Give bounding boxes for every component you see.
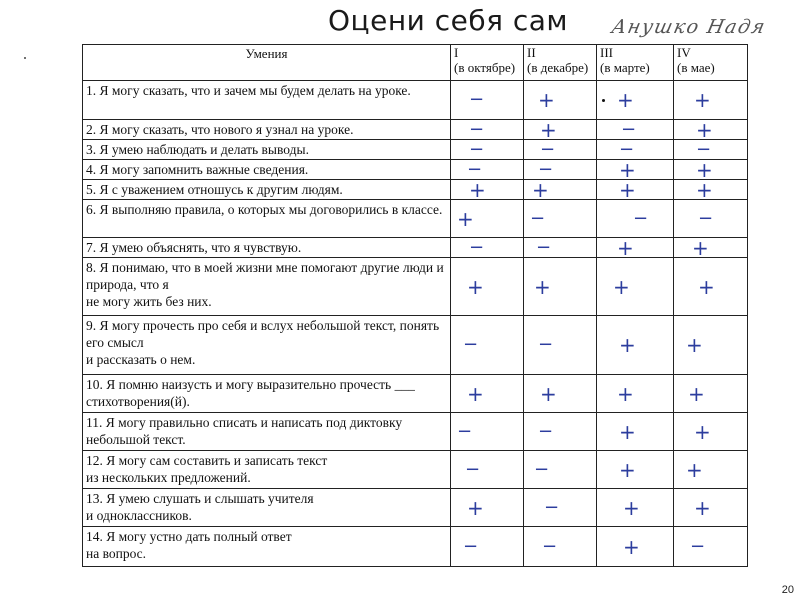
plus-mark: +	[617, 237, 634, 258]
table-row	[83, 316, 748, 375]
column-header-skills: Умения	[83, 45, 451, 81]
minus-mark: −	[698, 207, 714, 229]
minus-mark: −	[469, 89, 485, 110]
minus-mark: −	[538, 334, 554, 355]
mark-cell-period-2	[524, 413, 597, 451]
column-header-period-2: II (в декабре)	[524, 45, 597, 81]
plus-mark: +	[540, 119, 557, 140]
mark-cell-period-2	[524, 258, 597, 316]
minus-mark: −	[463, 334, 479, 355]
mark-cell-period-1	[451, 81, 524, 120]
skill-text: 4. Я могу запомнить важные сведения.	[83, 160, 451, 180]
stray-dot	[602, 99, 605, 102]
page-title: Оцени себя сам	[328, 4, 569, 37]
mark-cell-period-4	[674, 451, 748, 489]
mark-cell-period-1	[451, 527, 524, 567]
minus-mark: −	[465, 458, 481, 480]
table-row	[83, 81, 748, 120]
plus-mark: +	[619, 333, 636, 357]
minus-mark: −	[540, 139, 556, 160]
mark-cell-period-4	[674, 160, 748, 180]
mark-cell-period-1	[451, 258, 524, 316]
mark-cell-period-3	[597, 200, 674, 238]
table-row	[83, 451, 748, 489]
column-header-period-3: III (в марте)	[597, 45, 674, 81]
plus-mark: +	[619, 159, 636, 180]
mark-cell-period-1	[451, 160, 524, 180]
skill-text: 12. Я могу сам составить и записать текст из нескольких предложений.	[83, 451, 451, 489]
minus-mark: −	[696, 139, 712, 160]
plus-mark: +	[696, 179, 713, 200]
column-header-period-4: IV (в мае)	[674, 45, 748, 81]
mark-cell-period-2	[524, 375, 597, 413]
header-row	[83, 45, 748, 81]
skill-text: 7. Я умею объяснять, что я чувствую.	[83, 238, 451, 258]
plus-mark: +	[617, 88, 634, 112]
mark-cell-period-3	[597, 258, 674, 316]
skill-text: 5. Я с уважением отношусь к другим людям.	[83, 180, 451, 200]
minus-mark: −	[544, 496, 560, 518]
plus-mark: +	[696, 119, 713, 140]
minus-mark: −	[538, 420, 554, 442]
mark-cell-period-4	[674, 375, 748, 413]
minus-mark: −	[542, 535, 558, 557]
mark-cell-period-4	[674, 81, 748, 120]
plus-mark: +	[540, 381, 557, 406]
mark-cell-period-3	[597, 451, 674, 489]
skill-text: 3. Я умею наблюдать и делать выводы.	[83, 140, 451, 160]
skill-text: 10. Я помню наизусть и могу выразительно прочесть ___ стихотворения(й).	[83, 375, 451, 413]
mark-cell-period-2	[524, 200, 597, 238]
minus-mark: −	[457, 420, 473, 442]
mark-cell-period-3	[597, 413, 674, 451]
minus-mark: −	[690, 535, 706, 557]
mark-cell-period-4	[674, 258, 748, 316]
minus-mark: −	[530, 207, 546, 229]
plus-mark: +	[694, 88, 711, 112]
mark-cell-period-1	[451, 489, 524, 527]
plus-mark: +	[532, 179, 549, 200]
table-row	[83, 258, 748, 316]
mark-cell-period-1	[451, 200, 524, 238]
mark-cell-period-2	[524, 120, 597, 140]
minus-mark: −	[619, 139, 635, 160]
mark-cell-period-2	[524, 160, 597, 180]
table-row	[83, 200, 748, 238]
table-row	[83, 238, 748, 258]
table-row	[83, 375, 748, 413]
mark-cell-period-4	[674, 527, 748, 567]
plus-mark: +	[688, 381, 705, 406]
plus-mark: +	[686, 333, 703, 357]
mark-cell-period-3	[597, 375, 674, 413]
mark-cell-period-1	[451, 375, 524, 413]
minus-mark: −	[633, 207, 649, 229]
plus-mark: +	[467, 274, 484, 299]
mark-cell-period-4	[674, 316, 748, 375]
page-number: 20	[781, 584, 794, 596]
mark-cell-period-4	[674, 238, 748, 258]
mark-cell-period-4	[674, 120, 748, 140]
plus-mark: +	[698, 274, 715, 299]
table-row	[83, 413, 748, 451]
mark-cell-period-1	[451, 238, 524, 258]
mark-cell-period-4	[674, 413, 748, 451]
skill-text: 1. Я могу сказать, что и зачем мы будем делать на уроке.	[83, 81, 451, 120]
plus-mark: +	[623, 534, 640, 559]
plus-mark: +	[467, 381, 484, 406]
mark-cell-period-2	[524, 140, 597, 160]
skill-text: 11. Я могу правильно списать и написать под диктовку небольшой текст.	[83, 413, 451, 451]
minus-mark: −	[469, 119, 485, 140]
mark-cell-period-3	[597, 81, 674, 120]
mark-cell-period-1	[451, 140, 524, 160]
minus-mark: −	[534, 458, 550, 480]
mark-cell-period-2	[524, 451, 597, 489]
skill-text: 14. Я могу устно дать полный ответ на вопрос.	[83, 527, 451, 567]
mark-cell-period-4	[674, 180, 748, 200]
minus-mark: −	[467, 159, 483, 180]
table-row	[83, 527, 748, 567]
table-row	[83, 140, 748, 160]
mark-cell-period-3	[597, 316, 674, 375]
table-row	[83, 180, 748, 200]
minus-mark: −	[469, 139, 485, 160]
skill-text: 8. Я понимаю, что в моей жизни мне помогают другие люди и природа, что я не могу жить без них.	[83, 258, 451, 316]
mark-cell-period-2	[524, 316, 597, 375]
mark-cell-period-3	[597, 489, 674, 527]
mark-cell-period-3	[597, 140, 674, 160]
plus-mark: +	[694, 419, 711, 444]
mark-cell-period-3	[597, 527, 674, 567]
stray-mark	[24, 57, 26, 59]
plus-mark: +	[538, 88, 555, 112]
mark-cell-period-1	[451, 180, 524, 200]
mark-cell-period-1	[451, 451, 524, 489]
plus-mark: +	[694, 495, 711, 520]
minus-mark: −	[538, 159, 554, 180]
minus-mark: −	[536, 237, 552, 258]
self-assessment-table	[82, 44, 748, 567]
column-header-period-1: I (в октябре)	[451, 45, 524, 81]
plus-mark: +	[469, 179, 486, 200]
plus-mark: +	[686, 457, 703, 482]
plus-mark: +	[696, 159, 713, 180]
table-row	[83, 489, 748, 527]
student-signature: Анушко Надя	[609, 16, 769, 38]
table-row	[83, 160, 748, 180]
mark-cell-period-4	[674, 489, 748, 527]
mark-cell-period-1	[451, 413, 524, 451]
plus-mark: +	[613, 274, 630, 299]
skill-text: 2. Я могу сказать, что нового я узнал на уроке.	[83, 120, 451, 140]
table-row	[83, 120, 748, 140]
minus-mark: −	[469, 237, 485, 258]
plus-mark: +	[619, 419, 636, 444]
mark-cell-period-3	[597, 160, 674, 180]
plus-mark: +	[692, 237, 709, 258]
skill-text: 6. Я выполняю правила, о которых мы договорились в классе.	[83, 200, 451, 238]
mark-cell-period-1	[451, 316, 524, 375]
plus-mark: +	[457, 206, 474, 231]
plus-mark: +	[619, 457, 636, 482]
mark-cell-period-4	[674, 140, 748, 160]
minus-mark: −	[621, 119, 637, 140]
skill-text: 9. Я могу прочесть про себя и вслух небольшой текст, понять его смысл и рассказать о нем.	[83, 316, 451, 375]
mark-cell-period-1	[451, 120, 524, 140]
mark-cell-period-3	[597, 238, 674, 258]
mark-cell-period-3	[597, 180, 674, 200]
mark-cell-period-2	[524, 81, 597, 120]
mark-cell-period-2	[524, 527, 597, 567]
plus-mark: +	[619, 179, 636, 200]
plus-mark: +	[623, 495, 640, 520]
plus-mark: +	[534, 274, 551, 299]
plus-mark: +	[617, 381, 634, 406]
mark-cell-period-2	[524, 489, 597, 527]
skill-text: 13. Я умею слушать и слышать учителя и одноклассников.	[83, 489, 451, 527]
mark-cell-period-4	[674, 200, 748, 238]
mark-cell-period-3	[597, 120, 674, 140]
plus-mark: +	[467, 495, 484, 520]
mark-cell-period-2	[524, 180, 597, 200]
minus-mark: −	[463, 535, 479, 557]
mark-cell-period-2	[524, 238, 597, 258]
